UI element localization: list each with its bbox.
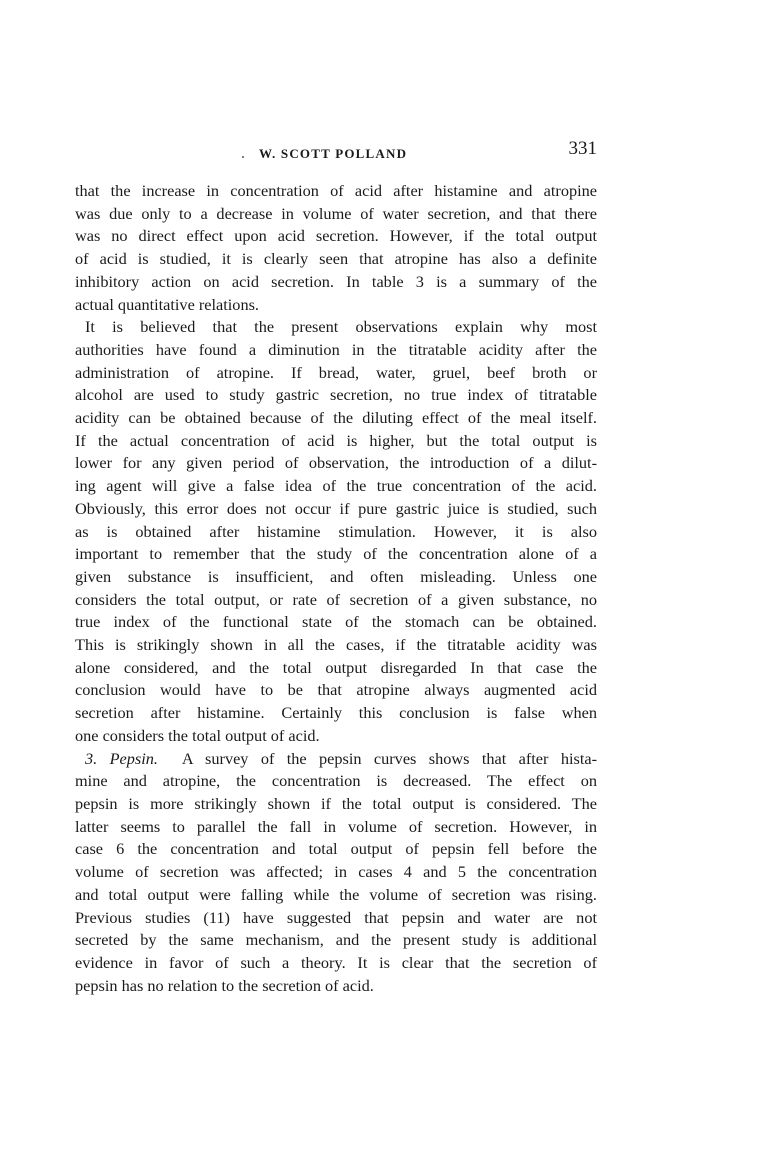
paragraph-3: [75, 748, 597, 998]
text-line: If the actual concentration of acid is higher, but the total output is: [75, 430, 597, 450]
text-line: volume of secretion was affected; in cases 4 and 5 the concentration: [75, 862, 597, 882]
text-line: as is obtained after histamine stimulation. However, it is also: [75, 521, 597, 541]
page-number: 331: [568, 138, 597, 159]
text-line: authorities have found a diminution in the titratable acidity after the: [75, 339, 597, 359]
text-line: conclusion would have to be that atropine always augmented acid: [75, 680, 597, 700]
text-line: case 6 the concentration and total output of pepsin fell before the: [75, 839, 597, 859]
text-line: This is strikingly shown in all the cases, if the titratable acidity was: [75, 635, 597, 655]
text-line: actual quantitative relations.: [75, 294, 259, 314]
text-line: latter seems to parallel the fall in volume of secretion. However, in: [75, 816, 597, 836]
text-line: acidity can be obtained because of the diluting effect of the meal itself.: [75, 408, 597, 428]
running-head: [75, 138, 597, 168]
text-line: pepsin is more strikingly shown if the total output is considered. The: [75, 793, 597, 813]
paragraph-1: [75, 180, 597, 316]
text-line: Previous studies (11) have suggested that pepsin and water are not: [75, 907, 597, 927]
text-line: Obviously, this error does not occur if pure gastric juice is studied, such: [75, 498, 597, 518]
text-line: secretion after histamine. Certainly this conclusion is false when: [75, 703, 597, 723]
section-label: 3. Pepsin.: [85, 748, 158, 768]
text-line: It is believed that the present observations explain why most: [85, 317, 597, 337]
text-line: important to remember that the study of the concentration alone of a: [75, 544, 597, 564]
text-line: secreted by the same mechanism, and the present study is additional: [75, 930, 597, 950]
text-line: administration of atropine. If bread, water, gruel, beef broth or: [75, 362, 597, 382]
text-line: of acid is studied, it is clearly seen that atropine has also a definite: [75, 249, 597, 269]
text-line: [75, 748, 597, 771]
text-line: that the increase in concentration of acid after histamine and atropine: [75, 181, 597, 200]
text-line: evidence in favor of such a theory. It is clear that the secretion of: [75, 952, 597, 972]
text-line: and total output were falling while the volume of secretion was rising.: [75, 884, 597, 904]
text-line: was due only to a decrease in volume of water secretion, and that there: [75, 203, 597, 223]
text-line: true index of the functional state of the stomach can be obtained.: [75, 612, 597, 632]
running-head-author: W. SCOTT POLLAND: [259, 146, 408, 161]
text-line: alcohol are used to study gastric secretion, no true index of titratable: [75, 385, 597, 405]
text-line: lower for any given period of observation, the introduction of a dilut-: [75, 453, 597, 473]
page: [75, 138, 597, 997]
text-line: given substance is insufficient, and often misleading. Unless one: [75, 566, 597, 586]
paragraph-2: [75, 316, 597, 747]
text-line: mine and atropine, the concentration is decreased. The effect on: [75, 771, 597, 791]
text-line: pepsin has no relation to the secretion of acid.: [75, 975, 374, 995]
text-line: ing agent will give a false idea of the true concentration of the acid.: [75, 476, 597, 496]
text-line: was no direct effect upon acid secretion. However, if the total output: [75, 226, 597, 246]
text-line-segment: A survey of the pepsin curves shows that after hista-: [181, 748, 597, 768]
text-line: alone considered, and the total output disregarded In that case the: [75, 657, 597, 677]
text-line: inhibitory action on acid secretion. In table 3 is a summary of the: [75, 271, 597, 291]
text-line: considers the total output, or rate of secretion of a given substance, no: [75, 589, 597, 609]
print-speck: [242, 156, 244, 158]
text-line: one considers the total output of acid.: [75, 725, 320, 745]
body-text: [75, 180, 597, 997]
